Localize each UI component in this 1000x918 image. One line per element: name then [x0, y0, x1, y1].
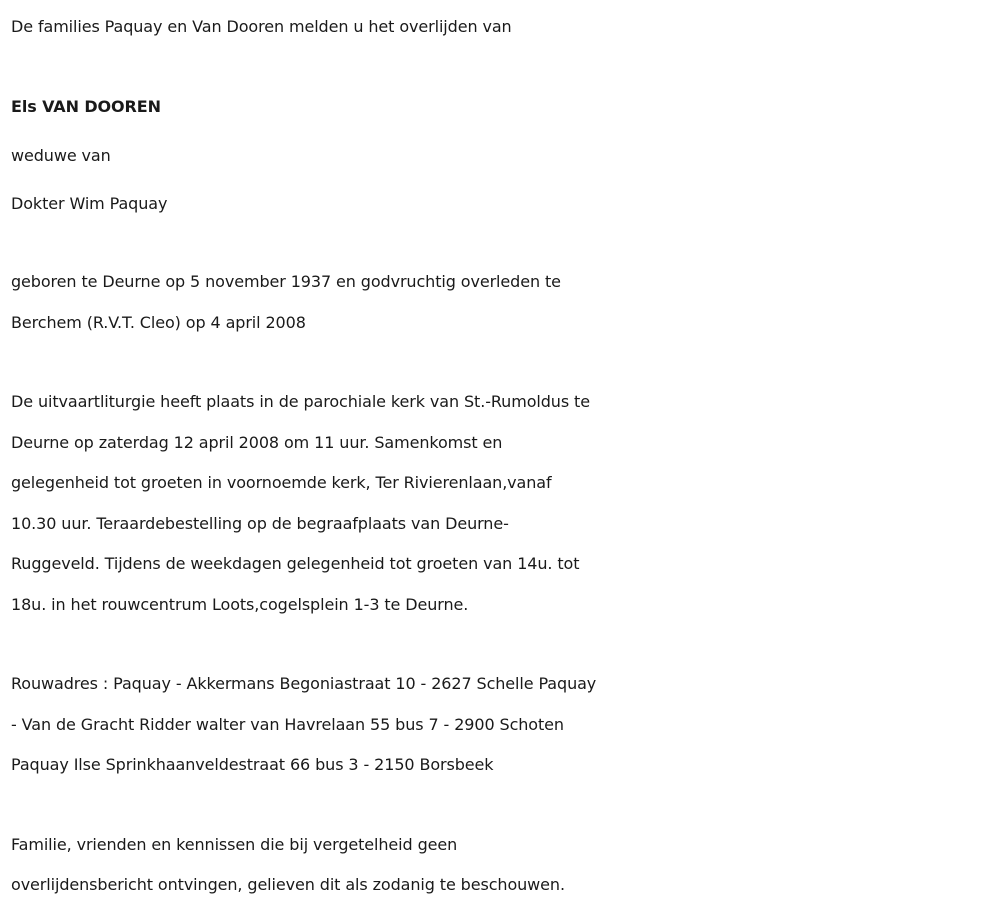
closing-paragraph	[11, 825, 996, 906]
ceremony-paragraph	[11, 382, 996, 625]
address-line: Rouwadres : Paquay - Akkermans Begoniastraat 10 - 2627 Schelle Paquay	[11, 674, 597, 693]
address-paragraph	[11, 664, 996, 786]
birth-death-paragraph	[11, 262, 996, 343]
ceremony-line: 18u. in het rouwcentrum Loots,cogelsplein 1-3 te Deurne.	[11, 594, 469, 614]
closing-line: overlijdensbericht ontvingen, gelieven dit als zodanig te beschouwen.	[11, 875, 565, 894]
deceased-name: Els VAN DOOREN	[11, 96, 161, 116]
death-notice	[11, 0, 996, 906]
ceremony-line: 10.30 uur. Teraardebestelling op de begraafplaats van Deurne-	[11, 513, 509, 533]
ceremony-line: Deurne op zaterdag 12 april 2008 om 11 uur. Samenkomst en	[11, 432, 503, 452]
relation-text: weduwe van	[11, 146, 111, 165]
deceased-block	[11, 87, 996, 225]
birth-death-line: geboren te Deurne op 5 november 1937 en godvruchtig overleden te	[11, 272, 561, 291]
birth-death-line: Berchem (R.V.T. Cleo) op 4 april 2008	[11, 312, 306, 332]
address-line: - Van de Gracht Ridder walter van Havrelaan 55 bus 7 - 2900 Schoten	[11, 714, 564, 734]
ceremony-line: De uitvaartliturgie heeft plaats in de parochiale kerk van St.-Rumoldus te	[11, 392, 590, 411]
address-line: Paquay Ilse Sprinkhaanveldestraat 66 bus 3 - 2150 Borsbeek	[11, 755, 494, 774]
closing-line: Familie, vrienden en kennissen die bij vergetelheid geen	[11, 834, 458, 854]
spouse-name: Dokter Wim Paquay	[11, 193, 168, 213]
ceremony-line: gelegenheid tot groeten in voornoemde kerk, Ter Rivierenlaan,vanaf	[11, 473, 552, 492]
intro-text: De families Paquay en Van Dooren melden u het overlijden van	[11, 17, 512, 36]
ceremony-line: Ruggeveld. Tijdens de weekdagen gelegenheid tot groeten van 14u. tot	[11, 554, 580, 573]
